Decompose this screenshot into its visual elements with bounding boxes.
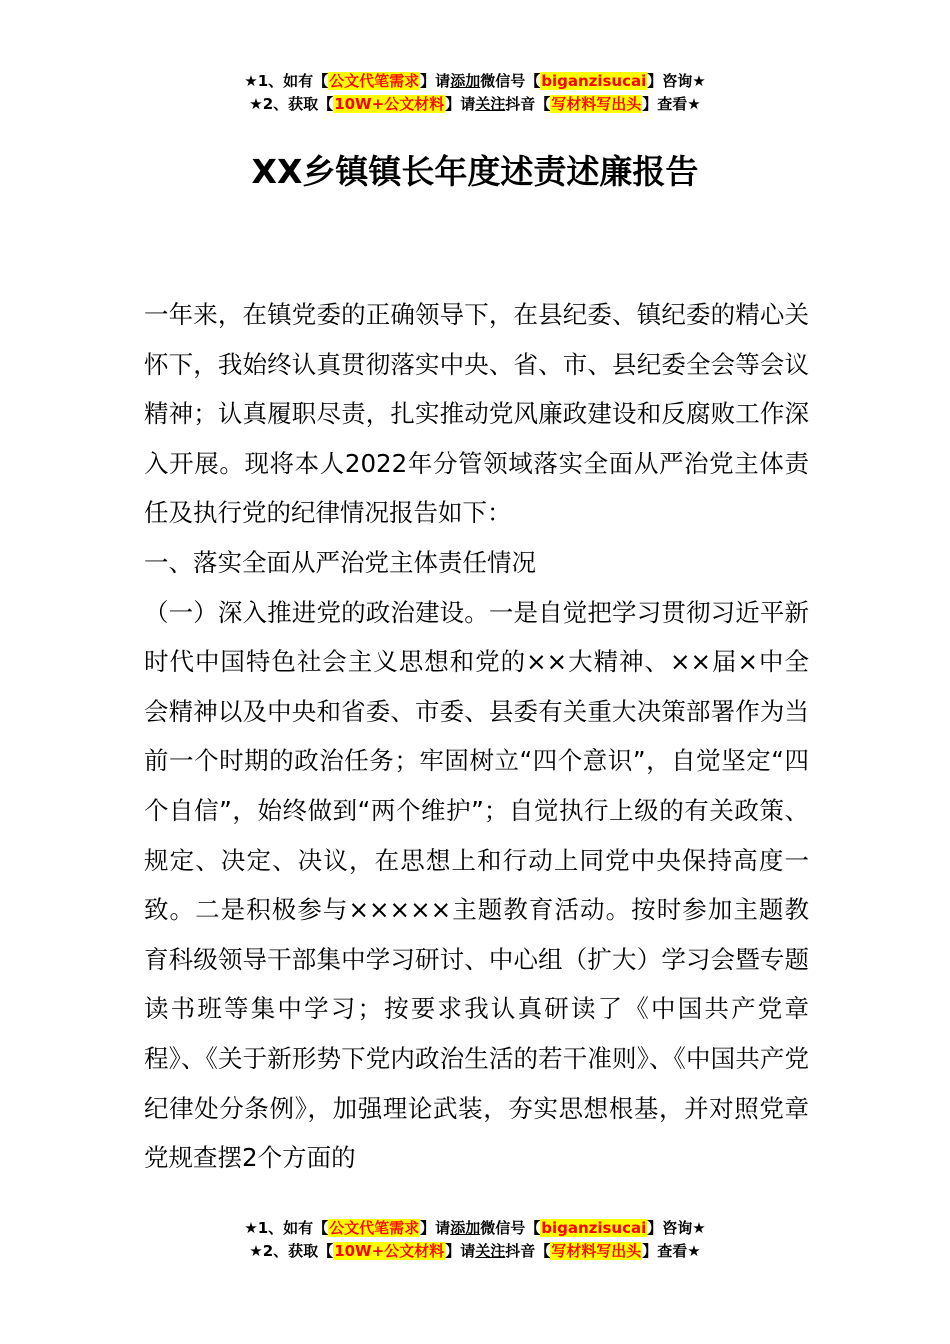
promo-highlight: 写材料写出头 [551,1242,642,1260]
promo-underlined-text: 添加 [450,72,481,90]
document-body [144,290,809,1183]
promo-highlight: 写材料写出头 [551,95,642,113]
promo-highlight: 公文代笔需求 [329,72,420,90]
promo-line-2: ★2、获取【10W+公文材料】请关注抖音【写材料写出头】查看★ [249,1242,701,1260]
promo-highlight: biganzisucai [541,72,647,90]
promo-highlight: 10W+公文材料 [334,95,445,113]
promo-highlight: biganzisucai [541,1219,647,1237]
footer-promo-banner [0,1217,950,1263]
promo-underlined-text: 添加 [450,1219,481,1237]
promo-line-1: ★1、如有【公文代笔需求】请添加微信号【biganzisucai】咨询★ [244,1219,706,1237]
promo-line-1: ★1、如有【公文代笔需求】请添加微信号【biganzisucai】咨询★ [244,72,706,90]
promo-highlight: 公文代笔需求 [329,1219,420,1237]
body-paragraph: 一年来，在镇党委的正确领导下，在县纪委、镇纪委的精心关怀下，我始终认真贯彻落实中央、省、市、县纪委全会等会议精神；认真履职尽责，扎实推动党风廉政建设和反腐败工作深入开展。现将本人2022年分管领域落实全面从严治党主体责任及执行党的纪律情况报告如下： [144,300,809,528]
promo-line-2: ★2、获取【10W+公文材料】请关注抖音【写材料写出头】查看★ [249,95,701,113]
promo-underlined-text: 关注 [475,1242,506,1260]
promo-underlined-text: 关注 [475,95,506,113]
section-heading: 一、落实全面从严治党主体责任情况 [144,547,536,577]
promo-highlight: 10W+公文材料 [334,1242,445,1260]
header-promo-banner [0,70,950,116]
body-paragraph: （一）深入推进党的政治建设。一是自觉把学习贯彻习近平新时代中国特色社会主义思想和党的××大精神、××届×中全会精神以及中央和省委、市委、县委有关重大决策部署作为当前一个时期的政治任务；牢固树立“四个意识”，自觉坚定“四个自信”，始终做到“两个维护”；自觉执行上级的有关政策、规定、决定、决议，在思想上和行动上同党中央保持高度一致。二是积极参与×××××主题教育活动。按时参加主题教育科级领导干部集中学习研讨、中心组（扩大）学习会暨专题读书班等集中学习；按要求我认真研读了《中国共产党章程》、《关于新形势下党内政治生活的若干准则》、《中国共产党纪律处分条例》，加强理论武装，夯实思想根基，并对照党章党规查摆2个方面的 [144,597,809,1173]
document-title: XX乡镇镇长年度述责述廉报告 [251,152,699,191]
